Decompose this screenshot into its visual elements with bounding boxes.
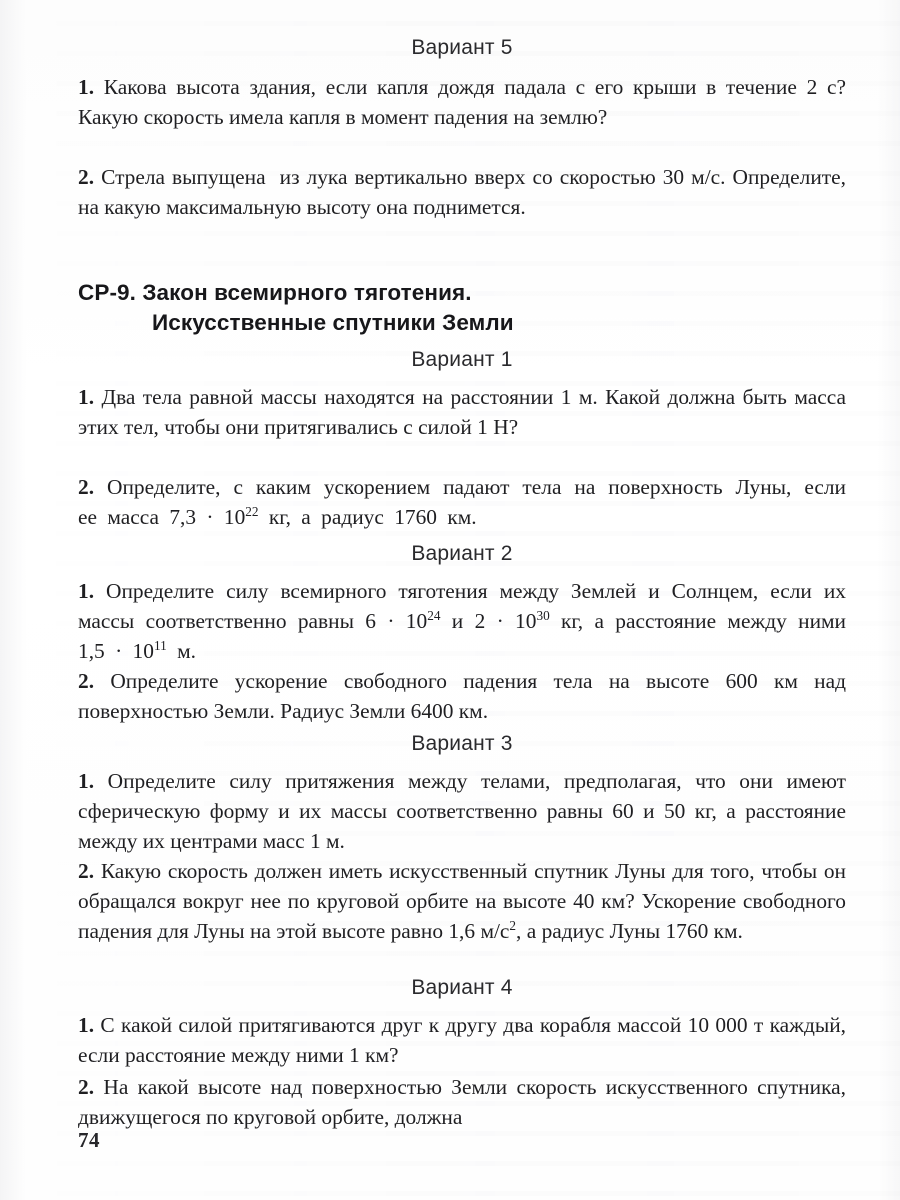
task-text: Определите силу притяжения между телами, предполагая, что они имеют сферическую форму и их массы соответственно равны 60 и 50 кг, а расстояние между их центрами масс 1 м. [78,769,846,853]
section-title [78,278,846,338]
task-text: Стрела выпущена из лука вертикально вверх со скоростью 30 м/с. Определите, на какую максимальную высоту она поднимется. [78,165,846,219]
variant-heading-3: Вариант 3 [411,732,513,755]
task-number: 1. [78,385,95,409]
task-text: Какую скорость должен иметь искусственный спутник Луны для того, чтобы он обращался вокруг нее по круговой орбите на высоте 40 км? Ускорение свободного падения для Луны на этой высоте равно 1,6 $м/с^2$, а радиус Луны 1760 км. [78,859,846,943]
variant-heading-1: Вариант 1 [411,348,513,371]
task-number: 1. [78,75,95,99]
task-number: 2. [78,475,95,499]
task-v3-1 [78,766,846,856]
task-number: 1. [78,1013,95,1037]
page-number: 74 [78,1128,100,1152]
task-number: 2. [78,165,95,189]
variant-heading-5: Вариант 5 [411,36,513,59]
task-v1-1 [78,382,846,442]
task-text: Какова высота здания, если капля дождя падала с его крыши в течение 2 с? Какую скорость имела капля в момент падения на землю? [78,75,846,129]
task-v2-2 [78,666,846,726]
task-v5-2 [78,162,846,222]
section-title-line-2: Искусственные спутники Земли [152,310,514,335]
task-number: 2. [78,669,95,693]
task-number: 2. [78,859,95,883]
task-v4-2 [78,1072,846,1132]
task-number: 1. [78,579,95,603]
task-text: Определите, с каким ускорением падают тела на поверхность Луны, если ее масса $7,3 \cdot 10^{22}$ кг, а радиус 1760 км. [78,475,846,529]
task-text: С какой силой притягиваются друг к другу два корабля массой 10 000 т каждый, если расстояние между ними 1 км? [78,1013,846,1067]
section-title-line-1: СР-9. Закон всемирного тяготения. [78,280,472,305]
task-v5-1 [78,72,846,132]
task-text: На какой высоте над поверхностью Земли скорость искусственного спутника, движущегося по круговой орбите, должна [78,1075,846,1129]
variant-heading-4: Вариант 4 [411,976,513,999]
variant-heading-2: Вариант 2 [411,542,513,565]
task-v3-2 [78,856,846,946]
task-text: Два тела равной массы находятся на расстоянии 1 м. Какой должна быть масса этих тел, чтобы они притягивались с силой 1 Н? [78,385,846,439]
task-text: Определите ускорение свободного падения тела на высоте 600 км над поверхностью Земли. Радиус Земли 6400 км. [78,669,846,723]
task-text: Определите силу всемирного тяготения между Землей и Солнцем, если их массы соответственно равны $6 \cdot 10^{24}$ и $2 \cdot 10^{30}$ кг, а расстояние между ними $1,5 \cdot 10^{11}$ м. [78,579,847,663]
task-number: 1. [78,769,95,793]
task-v1-2 [78,472,846,532]
task-v4-1 [78,1010,846,1070]
task-v2-1 [78,576,846,666]
task-number: 2. [78,1075,95,1099]
